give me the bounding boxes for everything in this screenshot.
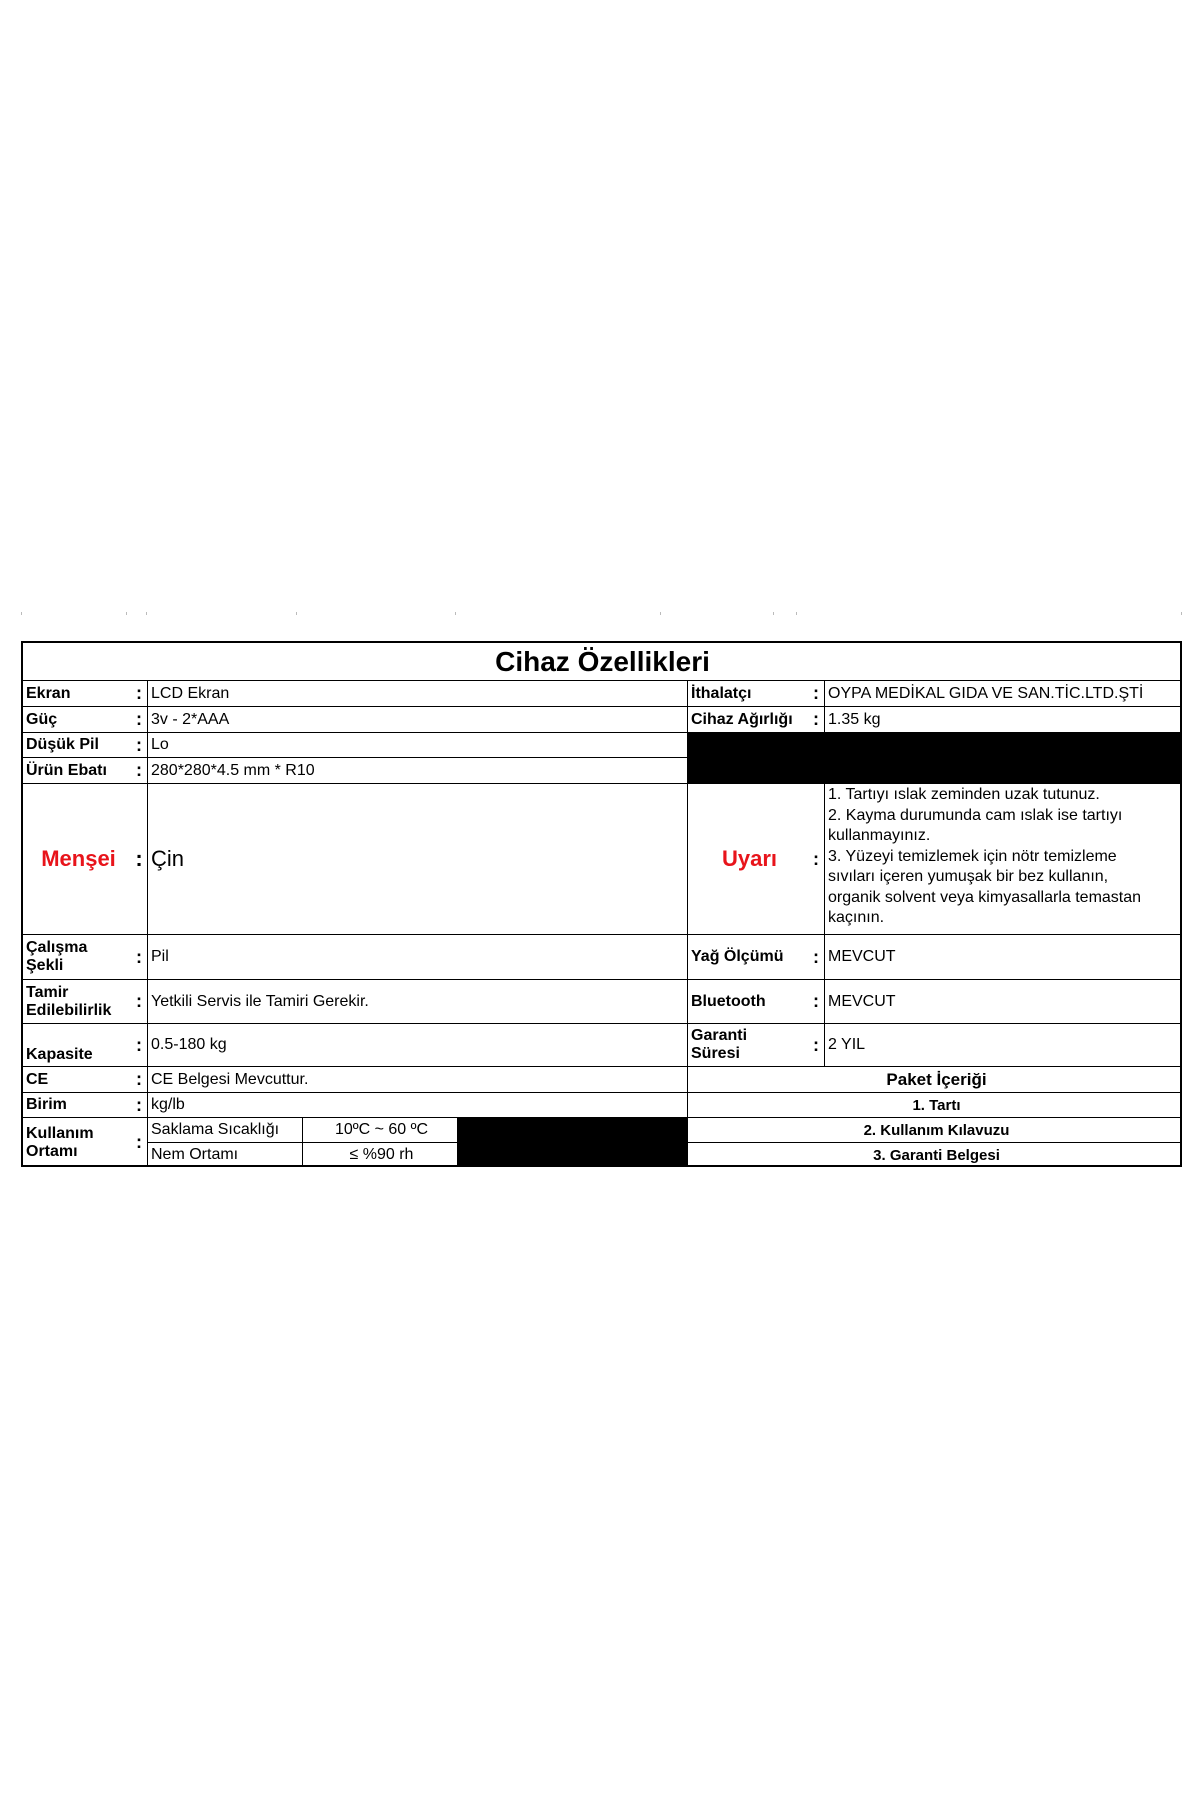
paket-item: 2. Kullanım Kılavuzu [688,1118,1182,1143]
calisma-value: Pil [148,935,688,980]
guc-label: Güç [23,707,131,733]
uyari-label: Uyarı [688,784,808,935]
uyari-line: sıvıları içeren yumuşak bir bez kullanın, [828,868,1109,885]
colon: : [131,1118,148,1167]
colon: : [808,980,825,1024]
ithalatci-value: OYPA MEDİKAL GIDA VE SAN.TİC.LTD.ŞTİ [825,681,1182,707]
agirlik-value: 1.35 kg [825,707,1182,733]
specs-table [21,641,1182,1167]
redacted-block [688,733,1182,784]
table-title: Cihaz Özellikleri [23,643,1182,681]
colon: : [131,758,148,784]
dusuk-pil-value: Lo [148,733,688,758]
uyari-line: 2. Kayma durumunda cam ıslak ise tartıyı [828,806,1123,824]
kullanim-label-line2: Ortamı [26,1142,78,1160]
kapasite-label: Kapasite [23,1024,131,1067]
birim-value: kg/lb [148,1093,688,1118]
uyari-text [825,784,1182,935]
paket-item: 1. Tartı [688,1093,1182,1118]
yag-label: Yağ Ölçümü [688,935,808,980]
kullanim-label [23,1118,131,1167]
kullanim-label-line1: Kullanım [26,1124,94,1142]
mensei-value: Çin [148,784,688,935]
calisma-label [23,935,131,980]
colon: : [808,784,825,935]
colon: : [131,784,148,935]
uyari-line: kullanmayınız. [828,827,931,844]
saklama-label: Saklama Sıcaklığı [148,1118,303,1143]
uyari-line: kaçının. [828,909,885,926]
calisma-label-line1: Çalışma [26,939,88,956]
colon: : [131,1093,148,1118]
urun-ebati-label: Ürün Ebatı [23,758,131,784]
bluetooth-label: Bluetooth [688,980,808,1024]
tamir-label-line2: Edilebilirlik [26,1001,112,1019]
paket-item: 3. Garanti Belgesi [873,1146,1000,1164]
uyari-line: 1. Tartıyı ıslak zeminden uzak tutunuz. [828,786,1100,803]
ce-label: CE [23,1067,131,1093]
colon: : [131,935,148,980]
bluetooth-value: MEVCUT [825,980,1182,1024]
paket-title: Paket İçeriği [688,1067,1182,1093]
garanti-label-line2: Süresi [691,1045,740,1062]
uyari-line: 3. Yüzeyi temizlemek için nötr temizleme [828,847,1117,865]
nem-value: ≤ %90 rh [303,1143,458,1167]
colon: : [808,935,825,980]
calisma-label-line2: Şekli [26,957,64,974]
colon: : [131,1024,148,1067]
colon: : [131,733,148,758]
ce-value: CE Belgesi Mevcuttur. [148,1067,688,1093]
saklama-value: 10ºC ~ 60 ºC [303,1118,458,1143]
colon: : [808,707,825,733]
tamir-value: Yetkili Servis ile Tamiri Gerekir. [148,980,688,1024]
agirlik-label: Cihaz Ağırlığı [688,707,808,733]
ekran-value: LCD Ekran [148,681,688,707]
mensei-label: Menşei [23,784,131,935]
colon: : [131,707,148,733]
uyari-line: organik solvent veya kimyasallarla temastan [828,888,1142,906]
ekran-label: Ekran [23,681,131,707]
colon: : [131,681,148,707]
kapasite-value: 0.5-180 kg [148,1024,688,1067]
guc-value: 3v - 2*AAA [148,707,688,733]
redacted-block [458,1118,688,1167]
colon: : [131,980,148,1024]
tamir-label-line1: Tamir [26,983,69,1001]
ithalatci-label: İthalatçı [688,681,808,707]
garanti-label-line1: Garanti [691,1027,748,1044]
dusuk-pil-label: Düşük Pil [23,733,131,758]
colon: : [808,681,825,707]
garanti-value: 2 YIL [825,1024,1182,1067]
ruler-ticks [21,612,1182,616]
colon: : [808,1024,825,1067]
birim-label: Birim [23,1093,131,1118]
colon: : [131,1067,148,1093]
nem-label: Nem Ortamı [148,1143,303,1167]
garanti-label [688,1024,808,1067]
yag-value: MEVCUT [825,935,1182,980]
urun-ebati-value: 280*280*4.5 mm * R10 [148,758,688,784]
tamir-label [23,980,131,1024]
